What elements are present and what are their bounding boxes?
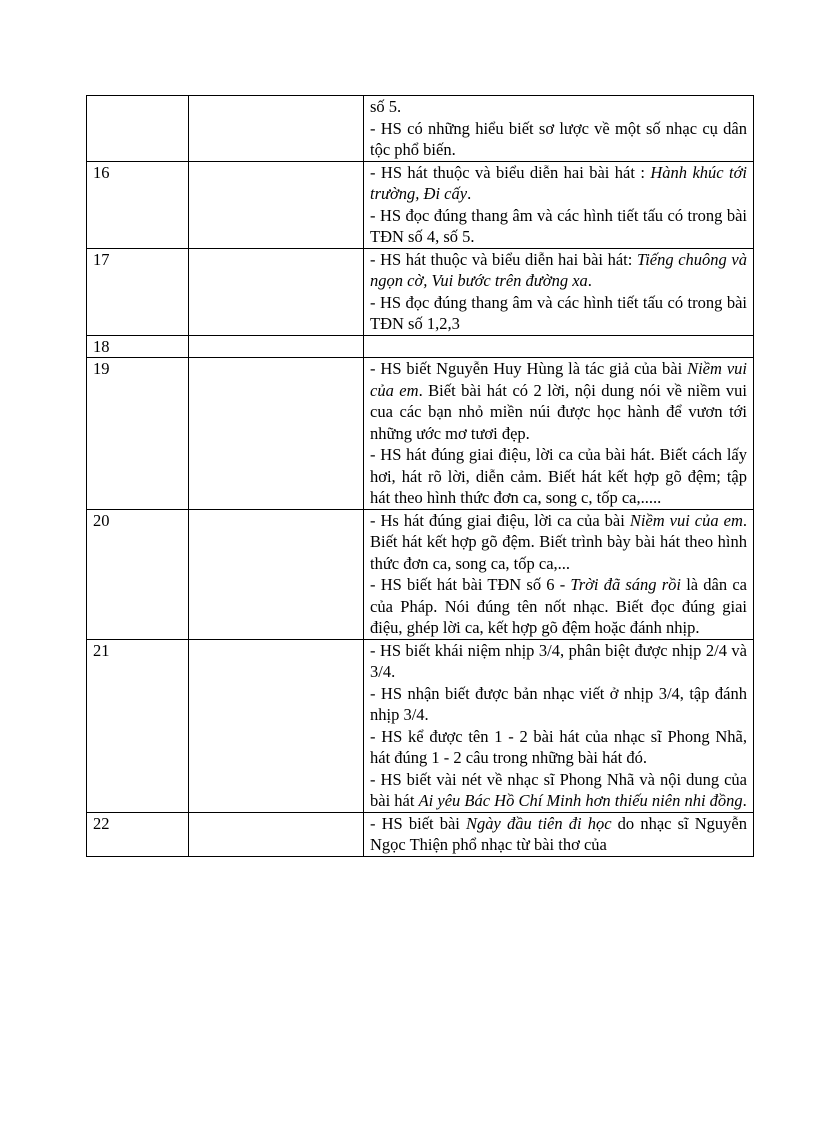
objective-line — [370, 683, 747, 726]
objective-line — [370, 162, 747, 205]
objective-line — [370, 358, 747, 444]
objective-line — [370, 118, 747, 161]
empty-cell — [189, 96, 364, 162]
objective-cell — [364, 639, 754, 812]
lesson-plan-table — [86, 95, 754, 857]
objective-text: - HS hát đúng giai điệu, lời ca của bài hát. Biết cách lấy hơi, hát rõ lời, diễn cảm. Biết hát kết hợp gõ đệm; tập hát theo hình thức đơn ca, song c, tốp ca,..... — [370, 445, 747, 507]
objective-line — [370, 96, 747, 118]
objective-text: - HS có những hiểu biết sơ lược về một số nhạc cụ dân tộc phổ biến. — [370, 118, 747, 159]
objective-cell — [364, 161, 754, 248]
week-number: 19 — [93, 359, 110, 378]
table-row — [87, 509, 754, 639]
objective-text: do nhạc sĩ Nguyễn Ngọc Thiện phổ nhạc từ bài thơ của — [370, 813, 747, 854]
week-number: 18 — [93, 336, 110, 356]
song-title-text: Hành khúc tới trường, Đi cấy — [370, 162, 747, 203]
song-title-text: Niềm vui của em — [629, 510, 743, 530]
objective-text: là dân ca của Pháp. Nói đúng tên nốt nhạc. Biết đọc đúng giai điệu, ghép lời ca, kết hợp gõ đệm hoặc đánh nhịp. — [370, 575, 747, 637]
empty-cell — [189, 812, 364, 856]
objective-line — [370, 510, 747, 575]
objective-text: . Biết bài hát có 2 lời, nội dung nói về niềm vui cua các bạn nhỏ miền núi được học hành để vươn tới những ước mơ tươi đẹp. — [370, 380, 747, 443]
lesson-plan-body — [87, 96, 754, 857]
objective-text: - HS biết bài — [370, 813, 467, 833]
objective-cell — [364, 509, 754, 639]
objective-line — [370, 574, 747, 639]
week-number-cell — [87, 335, 189, 358]
week-number-cell — [87, 161, 189, 248]
objective-cell — [364, 358, 754, 510]
objective-text: số 5. — [370, 97, 402, 116]
table-row — [87, 358, 754, 510]
week-number-cell — [87, 812, 189, 856]
objective-line — [370, 444, 747, 509]
week-number-cell — [87, 248, 189, 335]
objective-cell — [364, 96, 754, 162]
week-number: 16 — [93, 162, 110, 182]
objective-line — [370, 726, 747, 769]
objective-text: - Hs hát đúng giai điệu, lời ca của bài — [370, 510, 630, 530]
table-row — [87, 248, 754, 335]
week-number: 22 — [93, 813, 110, 833]
song-title-text: Ai yêu Bác Hồ Chí Minh hơn thiếu niên nhi đồng — [418, 791, 743, 810]
objective-line — [370, 292, 747, 335]
objective-text: - HS biết hát bài TĐN số 6 - — [370, 575, 571, 594]
objective-cell — [364, 248, 754, 335]
objective-text: - HS đọc đúng thang âm và các hình tiết tấu có trong bài TĐN số 4, số 5. — [370, 205, 747, 246]
objective-text: . — [587, 271, 592, 290]
empty-cell — [189, 161, 364, 248]
objective-text: - HS biết vài nét về nhạc sĩ Phong Nhã và nội dung của bài hát — [370, 769, 747, 810]
week-number-cell — [87, 358, 189, 510]
objective-line — [370, 205, 747, 248]
objective-cell — [364, 812, 754, 856]
objective-text: - HS hát thuộc và biểu diễn hai bài hát : — [370, 162, 651, 182]
objective-text: - HS hát thuộc và biểu diễn hai bài hát: — [370, 249, 637, 269]
empty-cell — [189, 358, 364, 510]
objective-text: - HS nhận biết được bản nhạc viết ở nhịp 3/4, tập đánh nhịp 3/4. — [370, 683, 747, 724]
table-row — [87, 96, 754, 162]
objective-line — [370, 813, 747, 856]
week-number: 21 — [93, 640, 110, 660]
objective-text: . — [467, 184, 472, 203]
week-number-cell — [87, 96, 189, 162]
week-number-cell — [87, 509, 189, 639]
empty-cell — [189, 639, 364, 812]
table-row — [87, 639, 754, 812]
objective-line — [370, 769, 747, 812]
objective-text: - HS biết Nguyễn Huy Hùng là tác giả của bài — [370, 359, 688, 378]
objective-line — [370, 640, 747, 683]
table-row — [87, 161, 754, 248]
empty-cell — [189, 248, 364, 335]
objective-text: . — [742, 791, 747, 810]
empty-cell — [189, 335, 364, 358]
objective-text: . Biết hát kết hợp gõ đệm. Biết trình bày bài hát theo hình thức đơn ca, song ca, tốp ca,... — [370, 510, 747, 573]
objective-text: - HS biết khái niệm nhịp 3/4, phân biệt được nhịp 2/4 và 3/4. — [370, 640, 747, 681]
week-number-cell — [87, 639, 189, 812]
song-title-text: Niềm vui của em — [370, 359, 747, 400]
objective-text: - HS kể được tên 1 - 2 bài hát của nhạc sĩ Phong Nhã, hát đúng 1 - 2 câu trong những bài hát đó. — [370, 726, 747, 767]
table-row — [87, 812, 754, 856]
song-title-text: Ngày đầu tiên đi học — [466, 813, 612, 833]
week-number: 20 — [93, 510, 110, 530]
objective-line — [370, 249, 747, 292]
week-number: 17 — [93, 249, 110, 269]
song-title-text: Tiếng chuông và ngọn cờ, Vui bước trên đường xa — [370, 249, 747, 290]
song-title-text: Trời đã sáng rồi — [570, 575, 682, 594]
objective-cell — [364, 335, 754, 358]
objective-text: - HS đọc đúng thang âm và các hình tiết tấu có trong bài TĐN số 1,2,3 — [370, 292, 747, 333]
empty-cell — [189, 509, 364, 639]
table-row — [87, 335, 754, 358]
